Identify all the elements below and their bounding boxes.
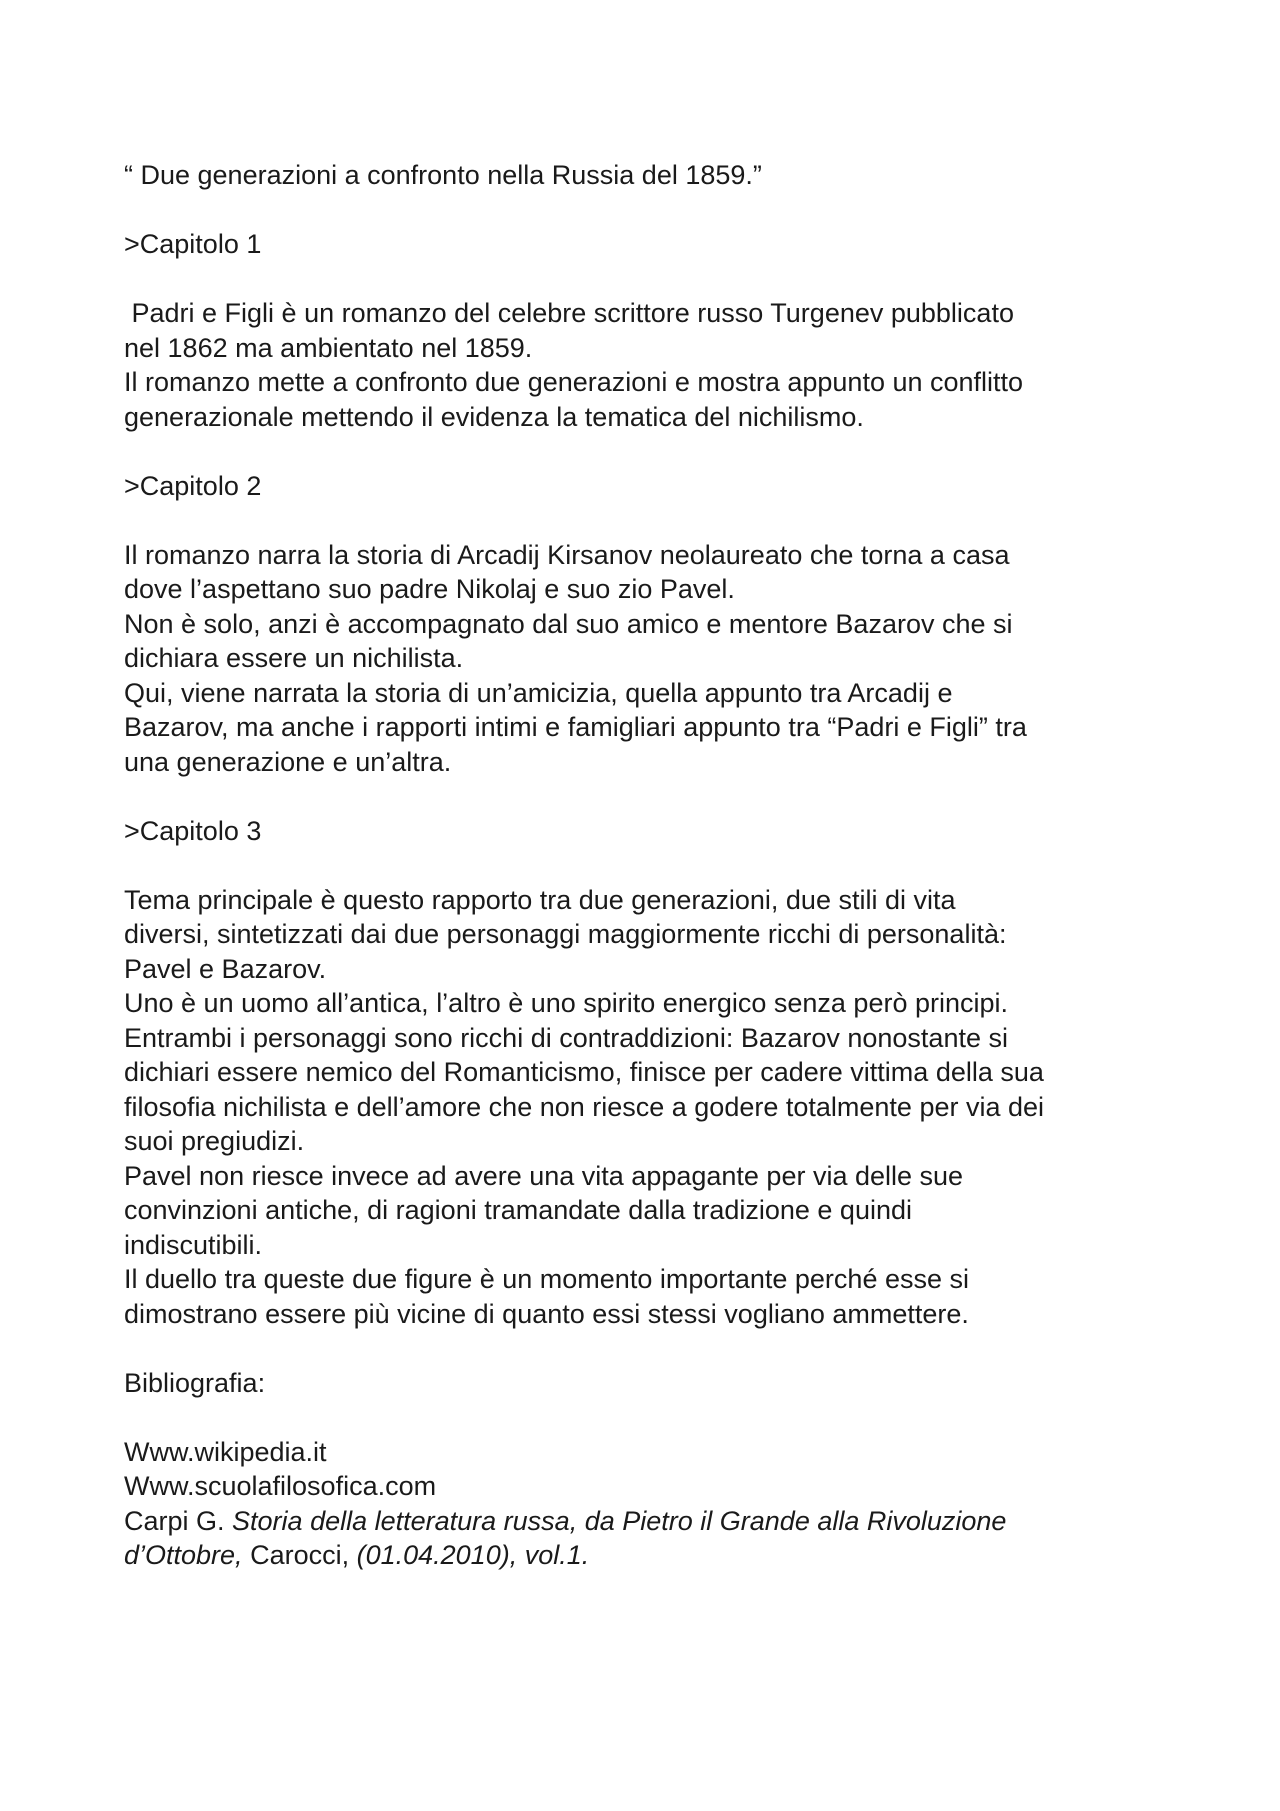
chapter-3-line: suoi pregiudizi.: [124, 1126, 305, 1156]
chapter-3-line: filosofia nichilista e dell’amore che non riesce a godere totalmente per via dei: [124, 1091, 1045, 1122]
chapter-2-line: Il romanzo narra la storia di Arcadij Kirsanov neolaureato che torna a casa: [124, 539, 1010, 570]
bibliography-book-line-1: [124, 1504, 1184, 1539]
book-publisher: Carocci,: [242, 1540, 357, 1570]
bibliography-site-scuolafilosofica: Www.scuolafilosofica.com: [124, 1471, 437, 1501]
book-author: Carpi G.: [124, 1505, 233, 1536]
chapter-2-line: Qui, viene narrata la storia di un’amicizia, quella appunto tra Arcadij e: [124, 677, 953, 708]
chapter-2-line: Non è solo, anzi è accompagnato dal suo amico e mentore Bazarov che si: [124, 608, 1013, 639]
chapter-2-line: dichiara essere un nichilista.: [124, 643, 464, 673]
bibliography-heading: Bibliografia:: [124, 1367, 266, 1398]
intro-quote: “ Due generazioni a confronto nella Russia del 1859.”: [124, 160, 762, 190]
chapter-3-line: Il duello tra queste due figure è un momento importante perché esse si: [124, 1264, 969, 1294]
chapter-3-line: Pavel e Bazarov.: [124, 953, 327, 984]
chapter-3-line: dimostrano essere più vicine di quanto essi stessi vogliano ammettere.: [124, 1298, 969, 1329]
chapter-2-heading: >Capitolo 2: [124, 470, 262, 501]
chapter-3-line: indiscutibili.: [124, 1229, 263, 1260]
chapter-1-line: nel 1862 ma ambientato nel 1859.: [124, 332, 533, 363]
document-page: [124, 158, 1184, 1573]
book-title-part-1: Storia della letteratura russa, da Pietro il Grande alla Rivoluzione: [232, 1505, 1007, 1536]
chapter-1-line: Il romanzo mette a confronto due generazioni e mostra appunto un conflitto: [124, 367, 1024, 397]
chapter-3-line: dichiari essere nemico del Romanticismo, finisce per cadere vittima della sua: [124, 1057, 1044, 1087]
chapter-2-line: una generazione e un’altra.: [124, 746, 452, 777]
book-title-part-2: d’Ottobre,: [124, 1540, 243, 1570]
chapter-1-line: Padri e Figli è un romanzo del celebre scrittore russo Turgenev pubblicato: [124, 298, 1014, 328]
book-date-volume: (01.04.2010), vol.1.: [356, 1540, 590, 1570]
chapter-3-line: Pavel non riesce invece ad avere una vita appagante per via delle sue: [124, 1160, 964, 1191]
chapter-3-line: Uno è un uomo all’antica, l’altro è uno spirito energico senza però principi.: [124, 988, 1008, 1018]
chapter-2-line: dove l’aspettano suo padre Nikolaj e suo zio Pavel.: [124, 574, 735, 604]
chapter-3-line: convinzioni antiche, di ragioni tramandate dalla tradizione e quindi: [124, 1195, 912, 1225]
bibliography-site-wikipedia: Www.wikipedia.it: [124, 1436, 327, 1467]
chapter-3-line: diversi, sintetizzati dai due personaggi maggiormente ricchi di personalità:: [124, 919, 1007, 949]
chapter-1-heading: >Capitolo 1: [124, 229, 262, 259]
chapter-3-line: Entrambi i personaggi sono ricchi di contraddizioni: Bazarov nonostante si: [124, 1022, 1008, 1053]
chapter-3-heading: >Capitolo 3: [124, 815, 262, 846]
bibliography-book-line-2: [124, 1538, 1184, 1573]
chapter-2-line: Bazarov, ma anche i rapporti intimi e famigliari appunto tra “Padri e Figli” tra: [124, 712, 1027, 742]
chapter-3-line: Tema principale è questo rapporto tra due generazioni, due stili di vita: [124, 884, 956, 915]
chapter-1-line: generazionale mettendo il evidenza la tematica del nichilismo.: [124, 401, 864, 432]
